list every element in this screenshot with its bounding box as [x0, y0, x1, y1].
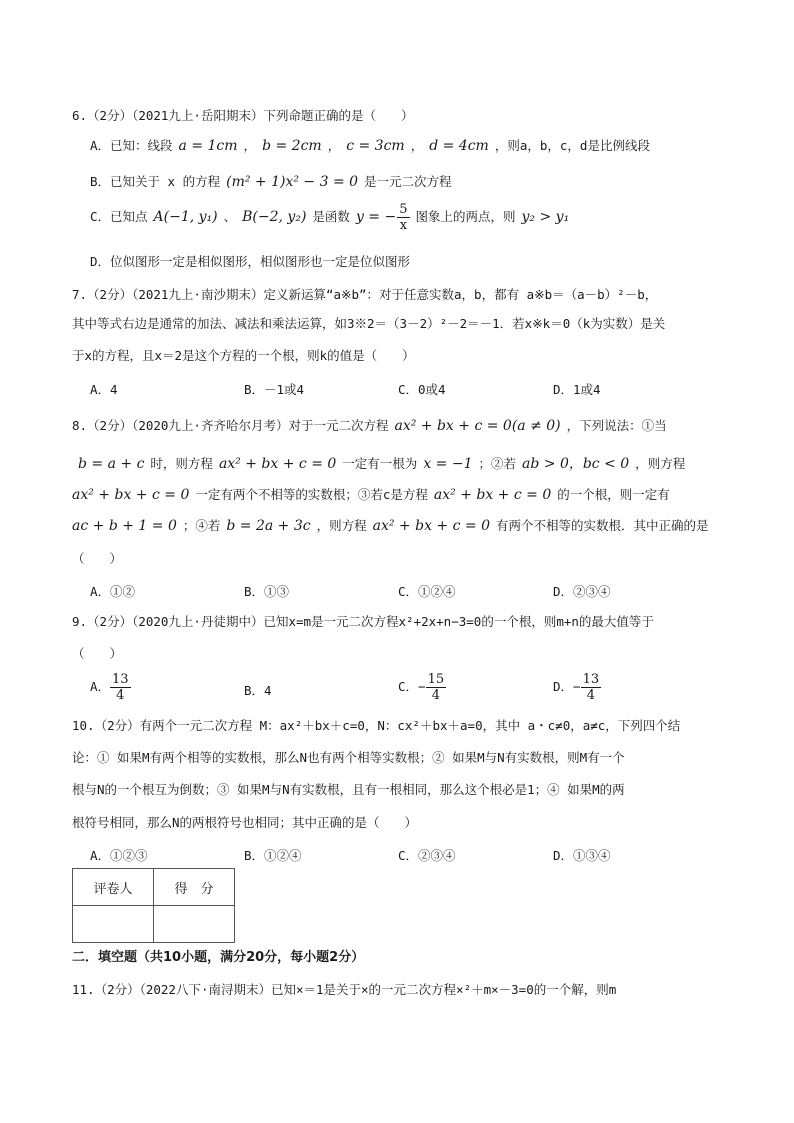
q6-c-text: 图象上的两点，则	[415, 209, 516, 224]
q8-text: 一定有两个不相等的实数根；③若c是方程	[195, 487, 428, 502]
q6-b-text: 是一元二次方程	[364, 174, 452, 189]
math: b = a + c	[78, 456, 145, 472]
numerator: 5	[399, 202, 408, 217]
math: ax² + bx + c = 0(a ≠ 0)	[394, 418, 561, 434]
score-cell[interactable]	[154, 906, 235, 943]
q6-c-text: 、	[223, 209, 237, 224]
q7-line-2: 其中等式右边是通常的加法、减法和乘法运算，如3※2＝（3－2）²－2＝－1．若x※k＝0（k为实数）是关	[72, 316, 666, 331]
q10-option-c: C．②③④	[398, 848, 456, 863]
q9-option-b: B．4	[244, 683, 272, 698]
reviewer-cell[interactable]	[73, 906, 154, 943]
q6-option-a: A．已知：线段 a = 1cm ， b = 2cm ， c = 3cm ， d = 4cm ，则a，b，c，d是比例线段	[90, 138, 650, 154]
option-label: C．−	[398, 679, 426, 694]
q10-line-2: 论：① 如果M有两个相等的实数根，那么N也有两个相等实数根；② 如果M与N有实数根，则M有一个	[72, 750, 625, 765]
q8-text: ；④若	[182, 518, 221, 533]
q10-line-4: 根符号相同，那么N的两根符号也相同；其中正确的是（ ）	[72, 815, 418, 830]
math: c = 3cm	[346, 138, 405, 154]
q10-line-1: 10.（2分）有两个一元二次方程 M：ax²＋bx＋c=0，N：cx²＋bx＋a=0，其中 a・c≠0，a≠c，下列四个结	[72, 718, 681, 733]
q8-text: 8.（2分）（2020九上·齐齐哈尔月考）对于一元二次方程	[72, 418, 389, 433]
fraction	[426, 672, 447, 703]
q10-option-d: D．①③④	[553, 848, 611, 863]
q8-text: 一定有一根为	[342, 456, 418, 471]
reviewer-header: 评卷人	[73, 869, 154, 906]
math: ax² + bx + c = 0	[218, 456, 337, 472]
math: d = 4cm	[429, 138, 489, 154]
numerator: 15	[427, 672, 445, 687]
q7-line-1: 7.（2分）（2021九上·南沙期末）定义新运算“a※b”：对于任意实数a，b，都有 a※b＝（a－b）²－b，	[72, 287, 658, 302]
fraction	[581, 672, 602, 703]
q8-option-a: A．①②	[90, 584, 136, 599]
section-heading: 二．填空题（共10小题，满分20分，每小题2分）	[72, 950, 365, 965]
option-label: D．−	[553, 679, 581, 694]
math: y₂ > y₁	[521, 209, 570, 225]
q9-option-a	[90, 672, 131, 703]
q9-line-1: 9.（2分）（2020九上·丹徒期中）已知x=m是一元二次方程x²+2x+n−3=0的一个根，则m+n的最大值等于	[72, 614, 654, 629]
q8-text: ，则方程	[316, 518, 367, 533]
math: A(−1, y₁)	[153, 209, 218, 225]
q6-b-text: B．已知关于 x 的方程	[90, 174, 221, 189]
denominator: 4	[586, 688, 595, 703]
denominator: 4	[116, 688, 125, 703]
q6-option-d: D．位似图形一定是相似图形，相似图形也一定是位似图形	[90, 254, 411, 269]
fraction	[397, 202, 409, 233]
q8-text: ；②若	[478, 456, 516, 471]
score-header: 得 分	[154, 869, 235, 906]
q8-option-b: B．①③	[244, 584, 290, 599]
math: ax² + bx + c = 0	[372, 518, 490, 534]
numerator: 13	[112, 672, 129, 687]
math: ax² + bx + c = 0	[72, 487, 190, 503]
q8-line-3	[72, 485, 670, 503]
q8-text: 有两个不相等的实数根．其中正确的是	[495, 518, 709, 533]
q6-option-c	[90, 202, 575, 233]
q8-option-c: C．①②④	[398, 584, 456, 599]
q7-option-b: B．－1或4	[244, 382, 305, 397]
q8-text: 的一个根，则一定有	[557, 487, 670, 502]
q8-option-d: D．②③④	[553, 584, 611, 599]
denominator: x	[399, 218, 408, 233]
q6-stem: 6.（2分）（2021九上·岳阳期末）下列命题正确的是（ ）	[72, 108, 414, 123]
q6-a-text: A．已知：线段	[90, 138, 173, 153]
math: y = −	[355, 209, 397, 225]
numerator: 13	[582, 672, 600, 687]
q6-a-text: ，则a，b，c，d是比例线段	[494, 138, 650, 153]
q6-c-text: C．已知点	[90, 209, 148, 224]
q11-line-1: 11.（2分）（2022八下·南浔期末）已知×＝1是关于×的一元二次方程×²＋m×－3=0的一个解，则m	[72, 982, 617, 997]
q9-line-2: （ ）	[72, 646, 123, 661]
math: ax² + bx + c = 0	[433, 487, 552, 503]
q7-option-c: C．0或4	[398, 382, 446, 397]
math: ab > 0，bc < 0	[522, 456, 630, 472]
q7-line-3: 于x的方程，且x＝2是这个方程的一个根，则k的值是（ ）	[72, 348, 415, 363]
math: b = 2cm	[262, 138, 322, 154]
q9-option-c	[398, 672, 446, 703]
q7-option-a: A．4	[90, 382, 118, 397]
math: x = −1	[423, 456, 473, 472]
math: B(−2, y₂)	[242, 209, 307, 225]
q10-option-a: A．①②③	[90, 848, 148, 863]
math: (m² + 1)x² − 3 = 0	[226, 174, 359, 190]
score-table	[72, 868, 235, 943]
denominator: 4	[431, 688, 440, 703]
q10-option-b: B．①②④	[244, 848, 302, 863]
math: a = 1cm	[178, 138, 238, 154]
q6-option-b	[90, 172, 452, 190]
q8-text: ，则方程	[635, 456, 686, 471]
q10-line-3: 根与N的一个根互为倒数；③ 如果M与N有实数根，且有一根相同，那么这个根必是1；④ 如果M的两	[72, 782, 625, 797]
q7-option-d: D．1或4	[553, 382, 601, 397]
math: ac + b + 1 = 0	[72, 518, 177, 534]
math: b = 2a + 3c	[226, 518, 311, 534]
fraction	[110, 672, 131, 703]
q8-line-2	[72, 453, 685, 473]
q9-option-d	[553, 672, 601, 703]
q8-text: 时，则方程	[150, 456, 213, 471]
q8-text: ，下列说法：①当	[566, 418, 667, 433]
option-label: A．	[90, 679, 111, 694]
q8-line-4	[72, 516, 709, 534]
q6-c-text: 是函数	[312, 209, 350, 224]
q8-line-5: （ ）	[72, 551, 123, 566]
q8-line-1	[72, 416, 667, 434]
